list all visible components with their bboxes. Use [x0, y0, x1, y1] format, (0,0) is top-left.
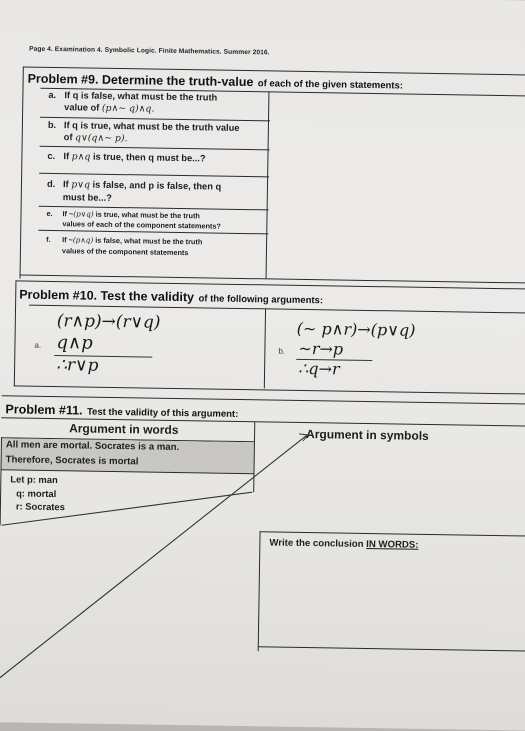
p10-argument-a: (r∧p)→(r∨q) a. q∧p ∴r∨p [34, 311, 161, 376]
p9-title: Problem #9. Determine the truth-value of each of the given statements: [27, 71, 404, 92]
p11-title: Problem #11. Test the validity of this argument: [5, 402, 239, 420]
p9-item-d: d. If p∨q is false, and p is false, then q must be...? [46, 178, 222, 203]
variable-definitions: Let p: man q: mortal r: Socrates [10, 473, 65, 513]
p10-argument-b: (~ p∧r)→(p∨q) b. ~r→p ∴q→r [278, 318, 416, 379]
p9-item-f: f. If ~(p∧q) is false, what must be the truth values of the component statements [46, 234, 203, 258]
page-header: Page 4. Examination 4. Symbolic Logic. Finite Mathematics. Summer 2016. [29, 45, 270, 57]
conclusion-prompt: Write the conclusion IN WORDS: [269, 537, 419, 551]
diagonal-line-long [0, 430, 307, 683]
p9-item-a: a. If q is false, what must be the truth value of (p∧~ q)∧q. [48, 89, 218, 115]
words-column-header: Argument in words [69, 421, 179, 438]
p9-item-c: c. If p∧q is true, then q must be...? [47, 150, 206, 164]
words-shaded-cell: All men are mortal. Socrates is a man. Therefore, Socrates is mortal [2, 438, 254, 473]
p9-item-b: b. If q is true, what must be the truth value of q∨(q∧~ p). [47, 119, 240, 145]
symbols-column-header: Argument in symbols [305, 427, 429, 443]
p10-title: Problem #10. Test the validity of the following arguments: [19, 287, 324, 307]
p9-item-e: e. If ~(p∨q) is true, what must be the truth values of each of the component statements? [46, 208, 221, 231]
